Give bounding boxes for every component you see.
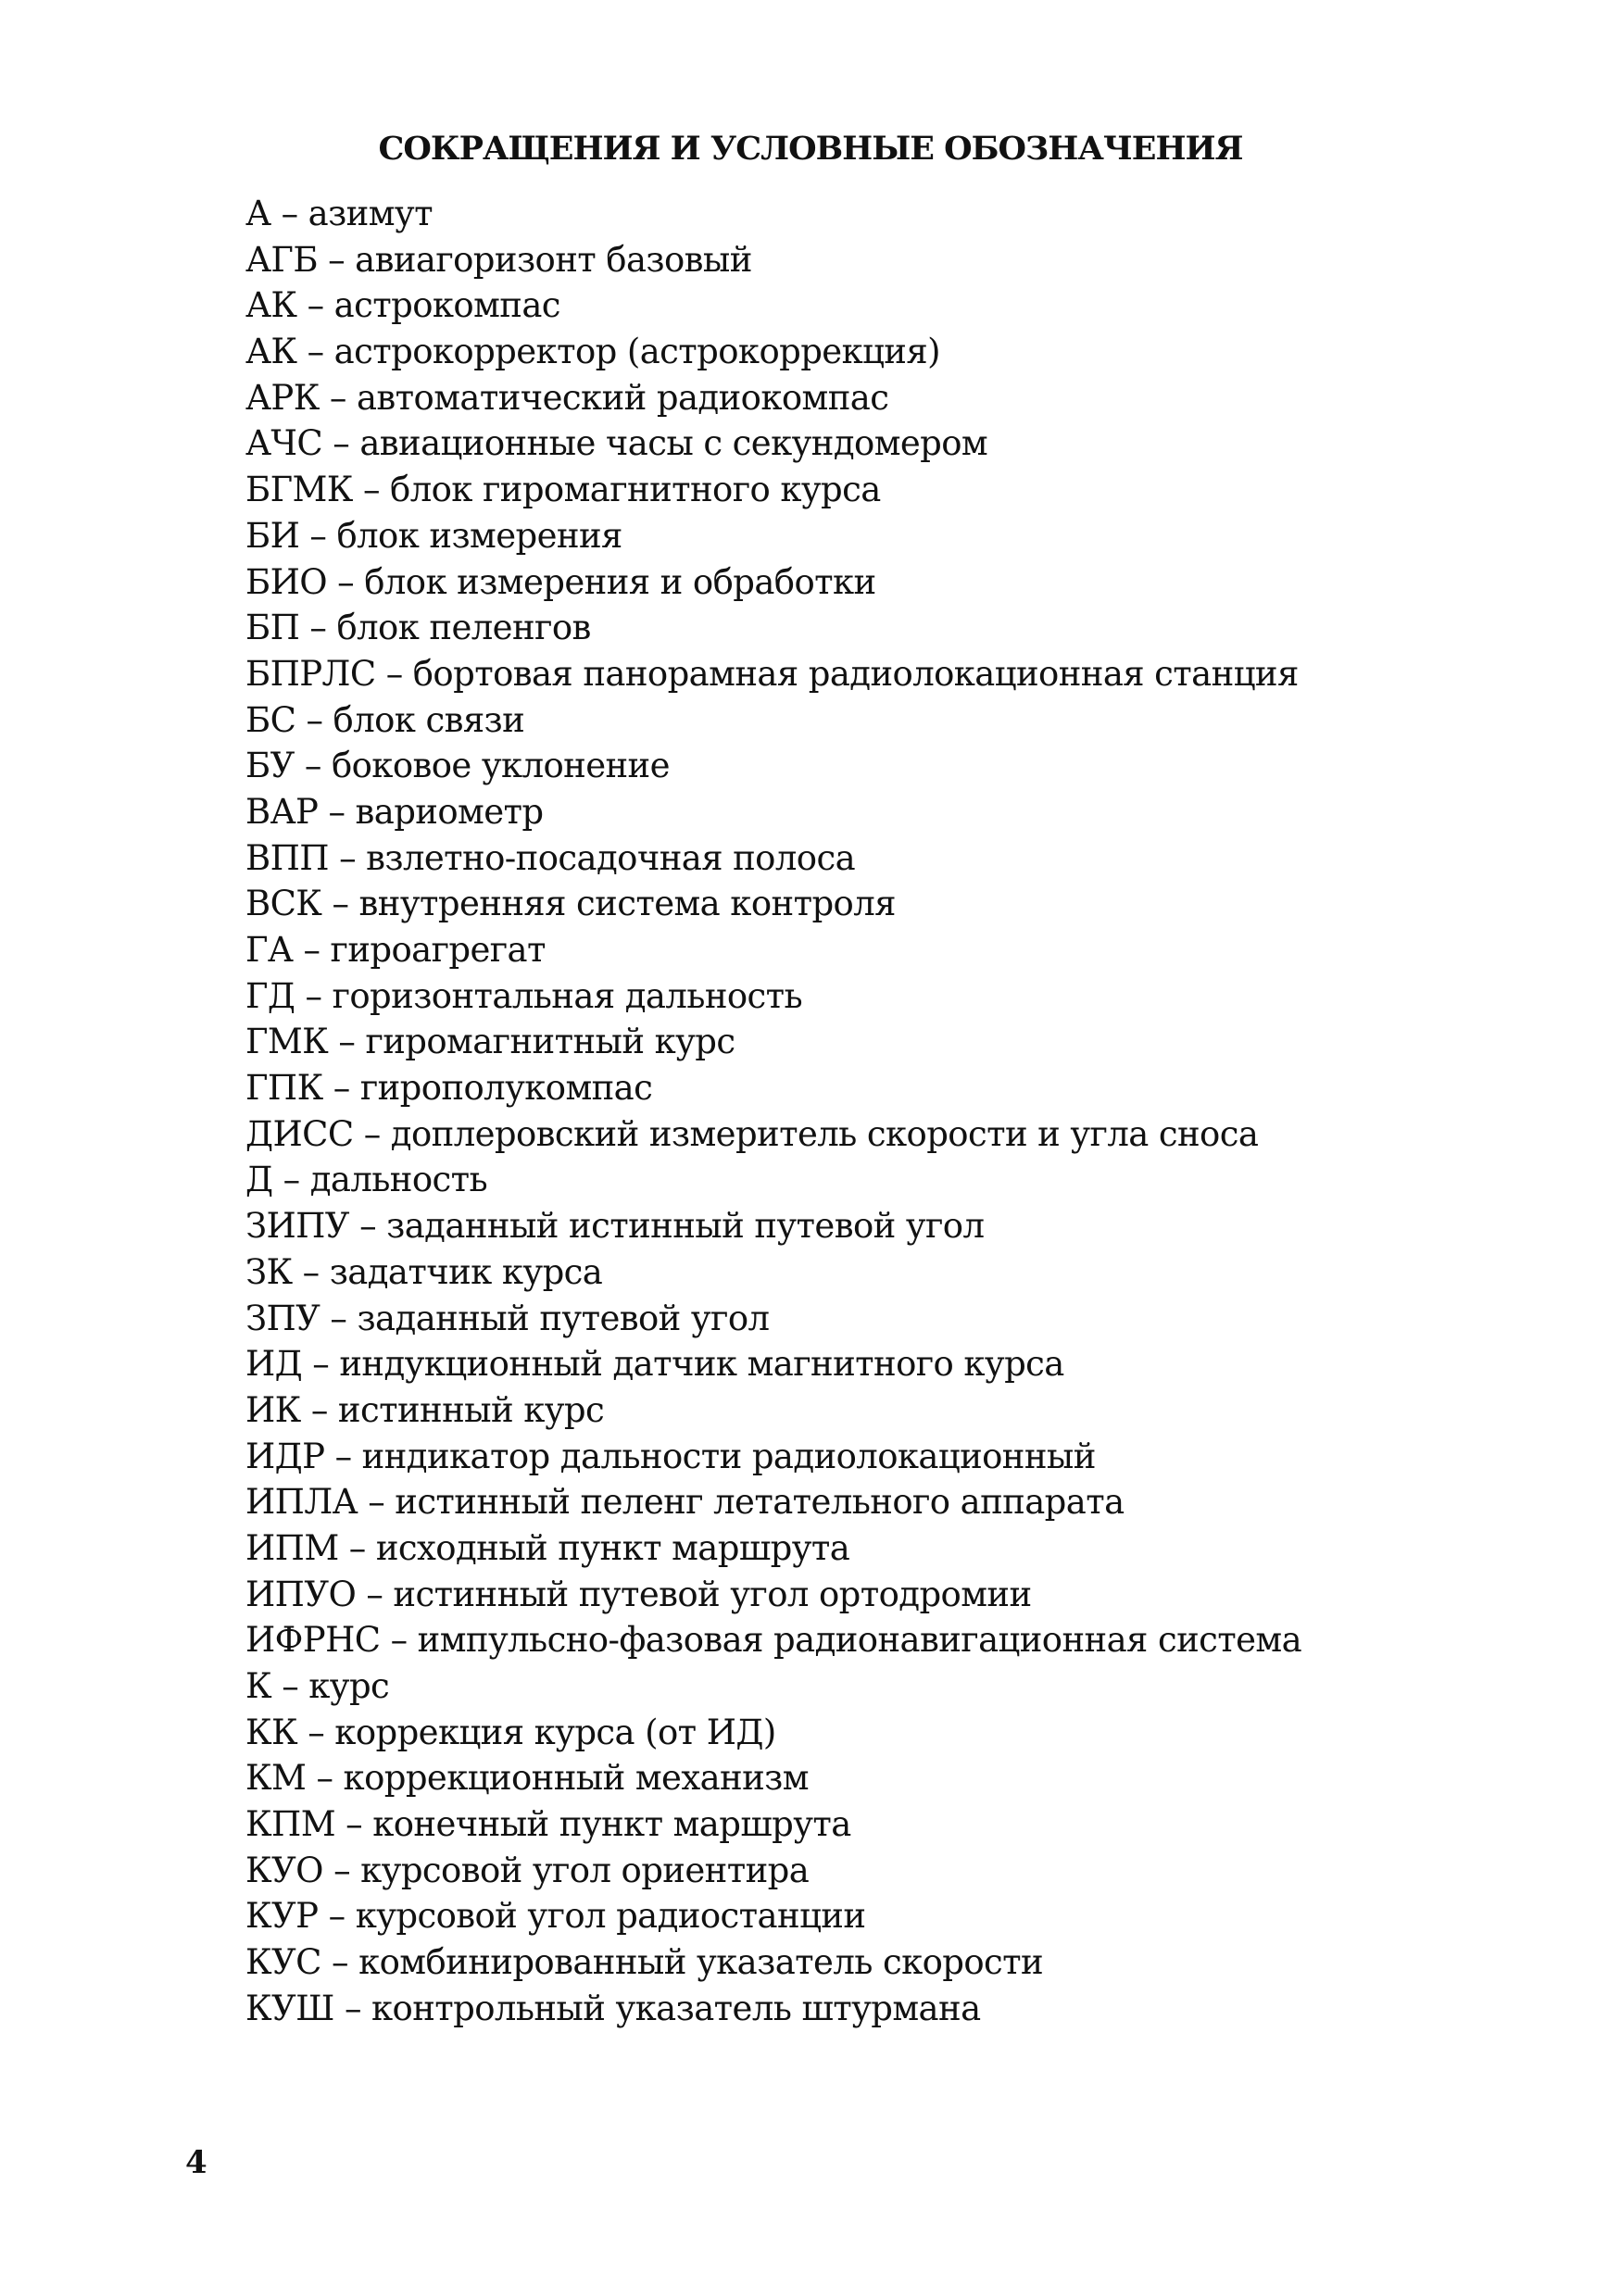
list-item: КК – коррекция курса (от ИД) <box>245 1712 776 1752</box>
list-item: ГПК – гирополукомпас <box>245 1068 653 1109</box>
page-title: СОКРАЩЕНИЯ И УСЛОВНЫЕ ОБОЗНАЧЕНИЯ <box>378 130 1243 168</box>
list-item: ГМК – гиромагнитный курс <box>245 1022 735 1062</box>
list-item: ЗИПУ – заданный истинный путевой угол <box>245 1206 985 1247</box>
list-item: ВАР – вариометр <box>245 791 544 832</box>
list-item: БИ – блок измерения <box>245 515 622 556</box>
list-item: БУ – боковое уклонение <box>245 746 670 786</box>
list-item: А – азимут <box>245 194 433 233</box>
list-item: ЗК – задатчик курса <box>245 1251 603 1292</box>
list-item: ИК – истинный курс <box>245 1389 605 1430</box>
list-item: БС – блок связи <box>245 699 525 740</box>
list-item: ИДР – индикатор дальности радиолокационный <box>245 1436 1096 1476</box>
list-item: БП – блок пеленгов <box>245 608 591 648</box>
list-item: БИО – блок измерения и обработки <box>245 561 876 602</box>
abbreviation-list <box>245 191 1301 2032</box>
list-item: ВСК – внутренняя система контроля <box>245 884 896 924</box>
list-item: ЗПУ – заданный путевой угол <box>245 1298 770 1338</box>
list-item: БГМК – блок гиромагнитного курса <box>245 470 881 510</box>
list-item: Д – дальность <box>245 1160 488 1200</box>
list-item: АРК – автоматический радиокомпас <box>245 377 889 418</box>
page-number: 4 <box>185 2144 207 2181</box>
list-item: КУР – курсовой угол радиостанции <box>245 1896 866 1937</box>
list-item: ИФРНС – импульсно-фазовая радионавигационная система <box>245 1620 1302 1661</box>
list-item: КПМ – конечный пункт маршрута <box>245 1804 851 1845</box>
list-item: АГБ – авиагоризонт базовый <box>245 239 752 280</box>
list-item: АК – астрокомпас <box>245 285 560 326</box>
list-item: ГД – горизонтальная дальность <box>245 975 803 1016</box>
list-item: КУС – комбинированный указатель скорости <box>245 1942 1044 1983</box>
list-item: АЧС – авиационные часы с секундомером <box>245 423 988 464</box>
list-item: ДИСС – доплеровский измеритель скорости и угла сноса <box>245 1113 1259 1154</box>
list-item: ВПП – взлетно-посадочная полоса <box>245 837 856 878</box>
list-item: КУО – курсовой угол ориентира <box>245 1850 810 1890</box>
list-item: ИПМ – исходный пункт маршрута <box>245 1527 850 1568</box>
list-item: КМ – коррекционный механизм <box>245 1758 809 1799</box>
list-item: КУШ – контрольный указатель штурмана <box>245 1988 981 2028</box>
list-item: БПРЛС – бортовая панорамная радиолокационная станция <box>245 653 1299 694</box>
list-item: ИПЛА – истинный пеленг летательного аппарата <box>245 1482 1125 1523</box>
list-item: К – курс <box>245 1666 390 1706</box>
list-item: ИПУО – истинный путевой угол ортодромии <box>245 1574 1032 1614</box>
list-item: ИД – индукционный датчик магнитного курса <box>245 1344 1064 1385</box>
list-item: АК – астрокорректор (астрокоррекция) <box>245 332 940 372</box>
list-item: ГА – гироагрегат <box>245 930 546 970</box>
